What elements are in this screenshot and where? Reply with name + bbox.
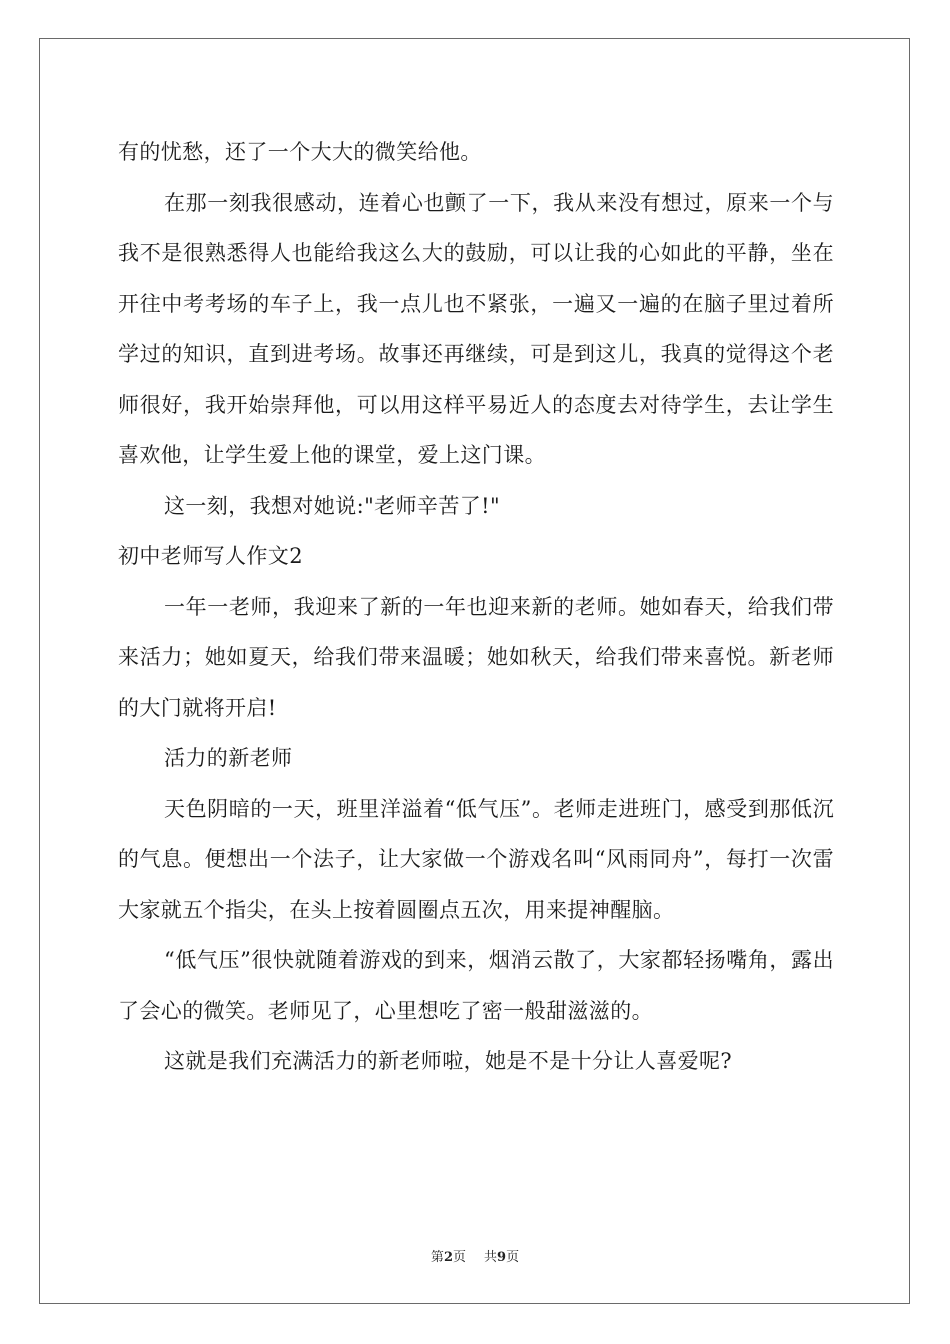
page-footer [0,1246,950,1265]
paragraph-2: 在那一刻我很感动，连着心也颤了一下，我从来没有想过，原来一个与我不是很熟悉得人也能给我这么大的鼓励，可以让我的心如此的平静，坐在开往中考考场的车子上，我一点儿也不紧张，一遍又一遍的在脑子里过着所学过的知识，直到进考场。故事还再继续，可是到这儿，我真的觉得这个老师很好，我开始崇拜他，可以用这样平易近人的态度去对待学生，去让学生喜欢他，让学生爱上他的课堂，爱上这门课。 [118,190,834,467]
paragraph-3: 这一刻，我想对她说:"老师辛苦了!" [164,493,501,518]
page-prefix: 第 [430,1250,444,1265]
section-heading: 活力的新老师 [164,746,293,770]
total-prefix: 共 [484,1250,498,1265]
page-total: 9 [497,1250,507,1265]
essay-title: 初中老师写人作文2 [118,544,303,568]
page-suffix: 页 [452,1250,466,1265]
paragraph-8: “低气压”很快就随着游戏的到来，烟消云散了，大家都轻扬嘴角，露出了会心的微笑。老师见了，心里想吃了密一般甜滋滋的。 [118,948,834,1023]
paragraph-1: 有的忧愁，还了一个大大的微笑给他。 [118,140,482,164]
paragraph-9: 这就是我们充满活力的新老师啦，她是不是十分让人喜爱呢? [164,1049,733,1073]
paragraph-5: 一年一老师，我迎来了新的一年也迎来新的老师。她如春天，给我们带来活力；她如夏天，给我们带来温暖；她如秋天，给我们带来喜悦。新老师的大门就将开启! [118,594,834,720]
page-current: 2 [443,1250,453,1265]
document-body [118,127,834,1087]
total-suffix: 页 [506,1250,520,1265]
paragraph-7: 天色阴暗的一天，班里洋溢着“低气压”。老师走进班门，感受到那低沉的气息。便想出一个法子，让大家做一个游戏名叫“风雨同舟”，每打一次雷大家就五个指尖，在头上按着圆圈点五次，用来提神醒脑。 [118,796,834,922]
